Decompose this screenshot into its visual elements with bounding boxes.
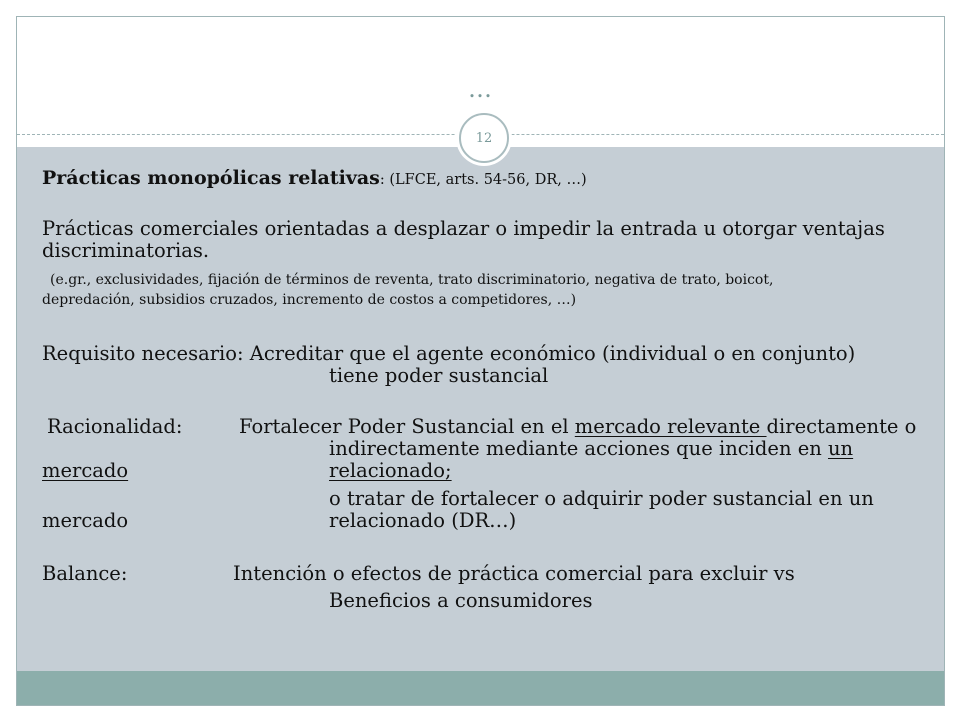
slide-frame bbox=[16, 16, 945, 706]
racionalidad-line-5-right: relacionado (DR…) bbox=[329, 509, 517, 532]
examples-line-2: depredación, subsidios cruzados, incremento de costos a competidores, …) bbox=[42, 292, 577, 308]
balance-line-2: Beneficios a consumidores bbox=[329, 589, 593, 612]
racionalidad-line-2 bbox=[329, 438, 853, 460]
footer-bar bbox=[17, 671, 944, 705]
examples-line-1: (e.gr., exclusividades, fijación de términos de reventa, trato discriminatorio, negativa de trato, boicot, bbox=[50, 272, 774, 288]
un-underlined: un bbox=[828, 437, 854, 460]
racionalidad-line-1 bbox=[239, 416, 916, 438]
heading-bold: Prácticas monopólicas relativas bbox=[42, 167, 380, 189]
racionalidad-label: Racionalidad: bbox=[47, 415, 183, 438]
requisito-line-2: tiene poder sustancial bbox=[329, 364, 549, 387]
racionalidad-line-3-left: mercado bbox=[42, 459, 129, 482]
requisito-line-1: Requisito necesario: Acreditar que el agente económico (individual o en conjunto) bbox=[42, 342, 856, 365]
balance-label: Balance: bbox=[42, 562, 128, 585]
racionalidad-line-5-left: mercado bbox=[42, 509, 129, 532]
heading-line bbox=[42, 167, 587, 190]
page-number-badge: 12 bbox=[459, 113, 509, 163]
definition-line-2: discriminatorias. bbox=[42, 239, 210, 262]
mercado-relevante-underlined: mercado relevante bbox=[574, 415, 767, 438]
racionalidad-text-2a: indirectamente mediante acciones que inciden en bbox=[329, 437, 828, 460]
slide-title: … bbox=[468, 75, 493, 103]
heading-reference: : (LFCE, arts. 54-56, DR, …) bbox=[379, 172, 587, 188]
racionalidad-text-1b: directamente o bbox=[766, 415, 917, 438]
balance-line-1: Intención o efectos de práctica comercial para excluir vs bbox=[233, 562, 795, 585]
definition-line-1: Prácticas comerciales orientadas a desplazar o impedir la entrada u otorgar ventajas bbox=[42, 217, 885, 240]
racionalidad-line-4: o tratar de fortalecer o adquirir poder sustancial en un bbox=[329, 487, 874, 510]
racionalidad-line-3-right: relacionado; bbox=[329, 459, 452, 482]
racionalidad-text-1a: Fortalecer Poder Sustancial en el bbox=[239, 415, 575, 438]
